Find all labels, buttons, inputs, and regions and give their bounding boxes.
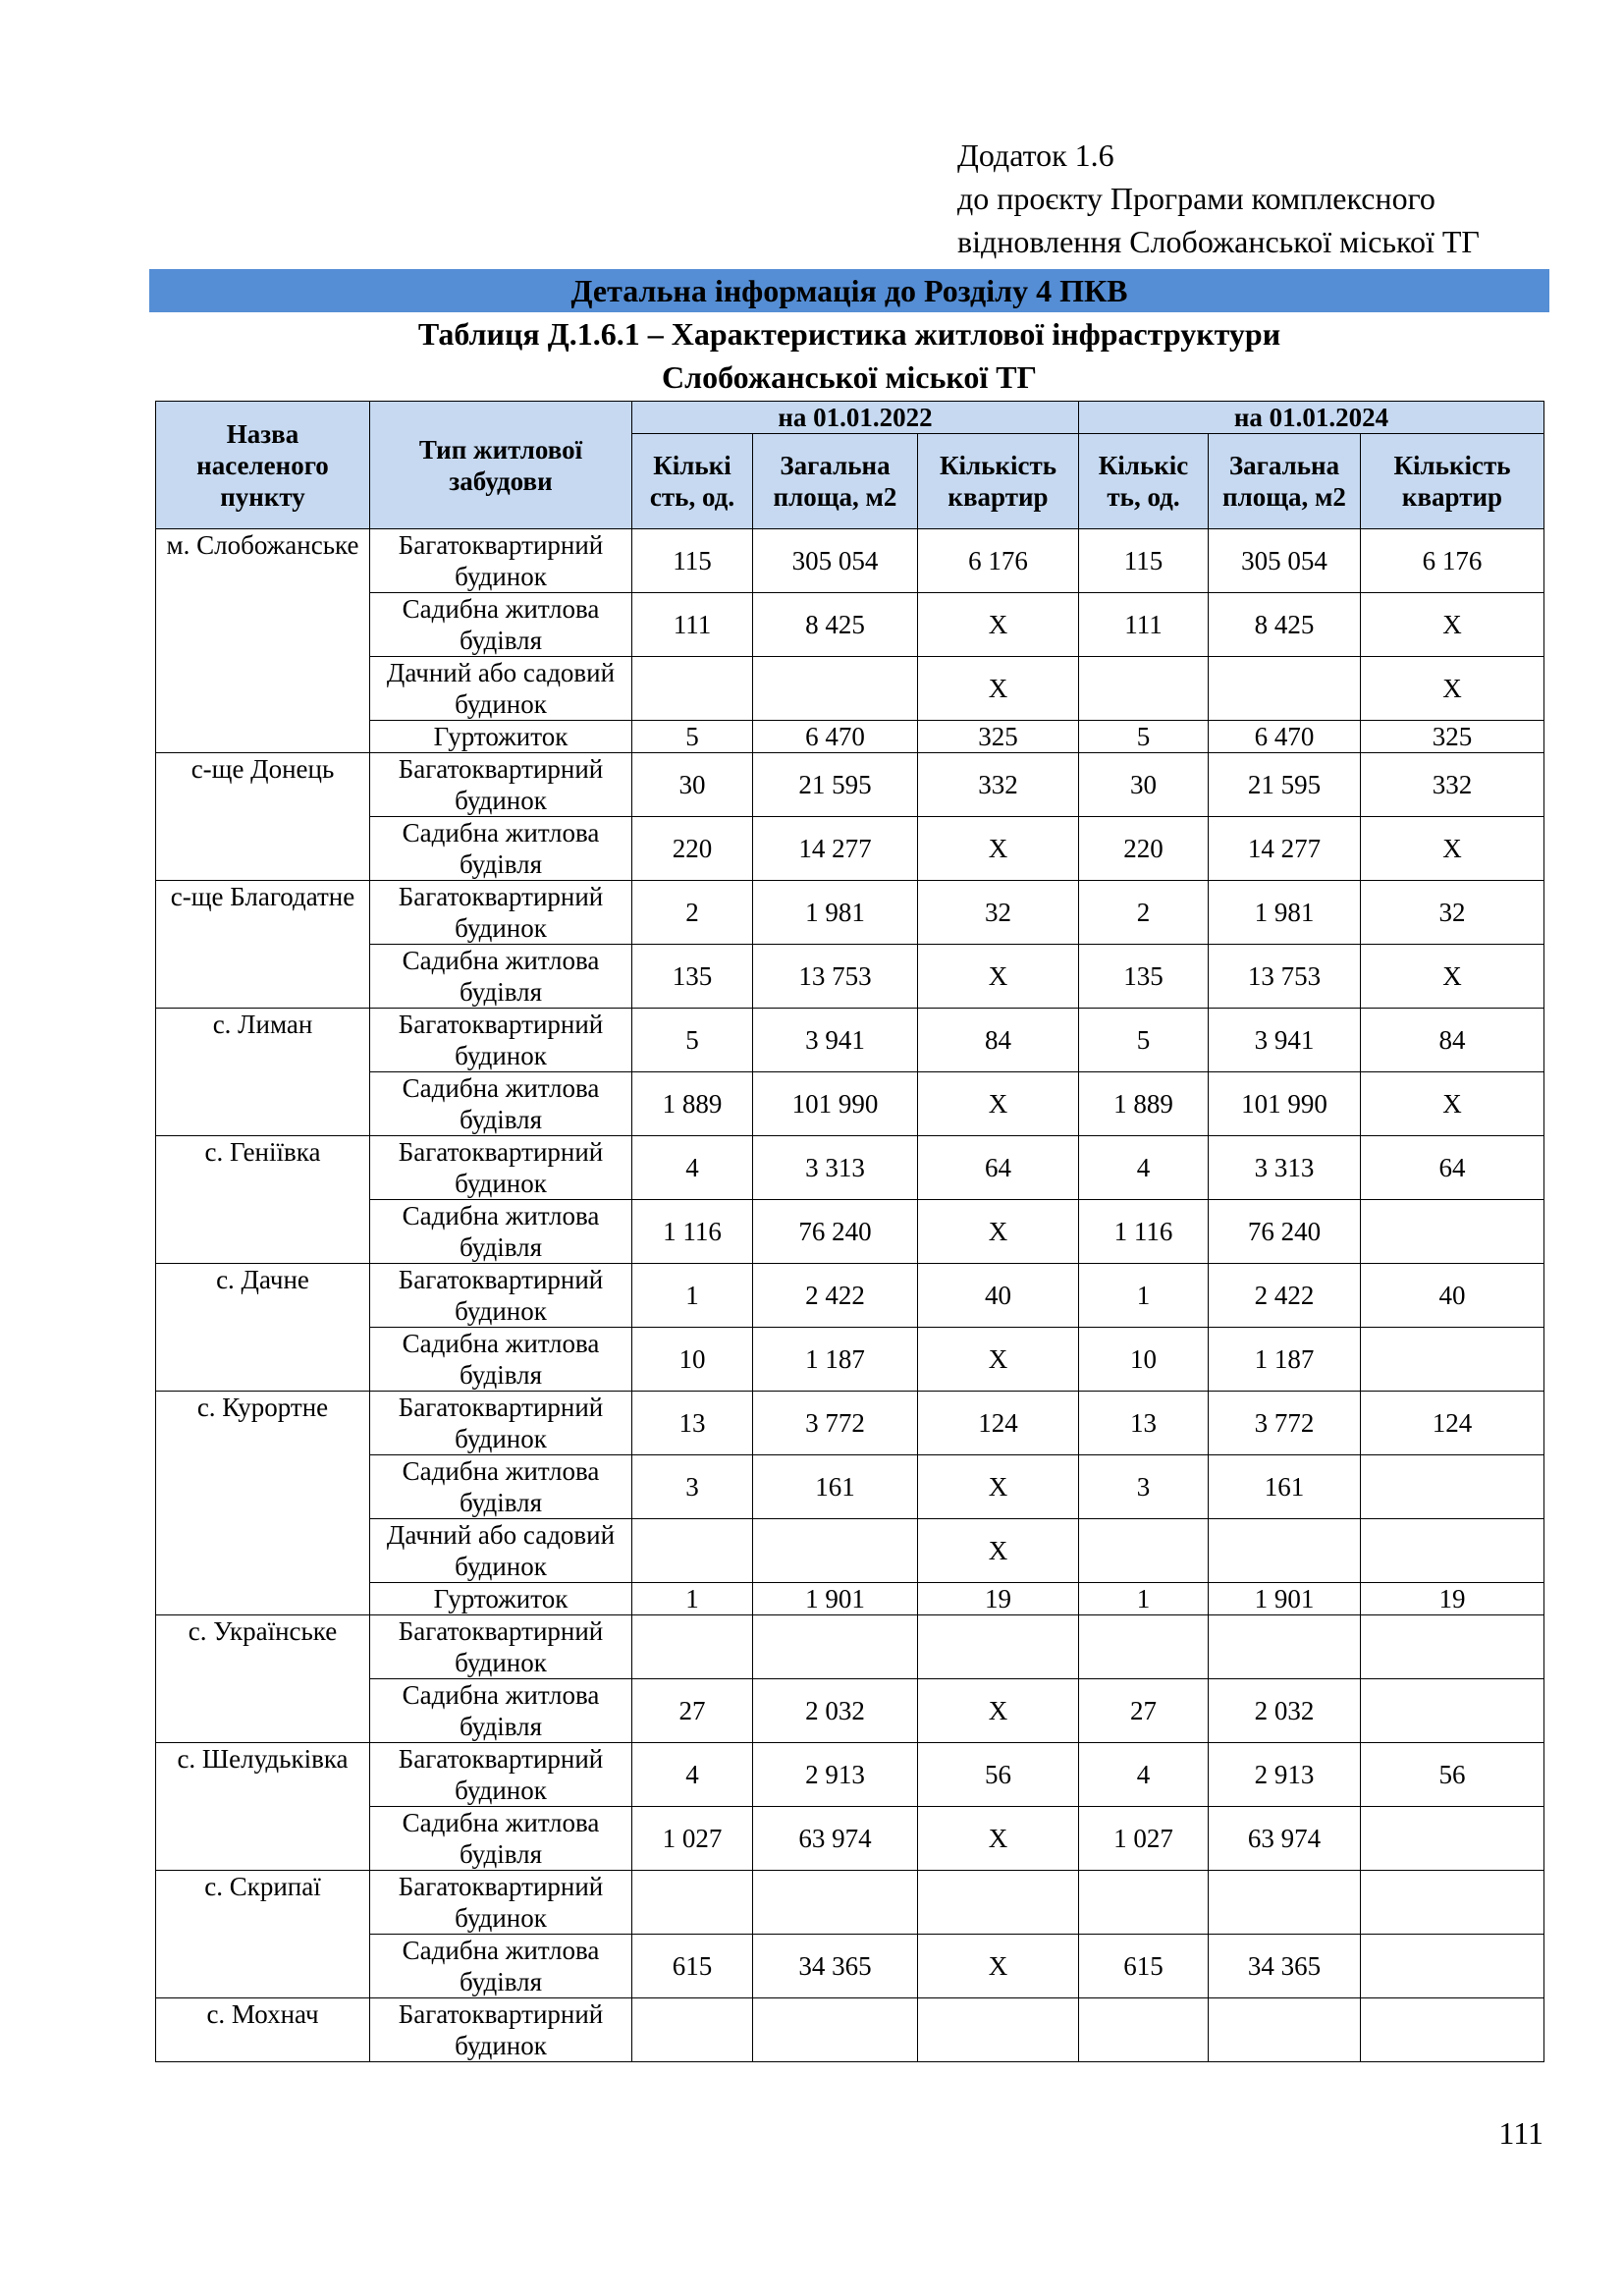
cell-flats-2024: Х (1361, 593, 1544, 657)
cell-type: Садибна житлова будівля (370, 593, 632, 657)
cell-area-2024: 14 277 (1209, 817, 1361, 881)
cell-area-2024: 1 187 (1209, 1328, 1361, 1392)
cell-count-2022: 4 (632, 1136, 753, 1200)
cell-area-2024: 2 032 (1209, 1679, 1361, 1743)
cell-area-2024: 101 990 (1209, 1072, 1361, 1136)
cell-settlement: с. Геніївка (156, 1136, 370, 1264)
cell-count-2024 (1079, 1615, 1209, 1679)
cell-flats-2022: Х (918, 1200, 1079, 1264)
cell-settlement: с-ще Благодатне (156, 881, 370, 1009)
cell-area-2022: 2 422 (753, 1264, 918, 1328)
cell-flats-2022: 64 (918, 1136, 1079, 1200)
cell-count-2022: 2 (632, 881, 753, 945)
table-row (156, 1998, 1544, 2062)
cell-count-2022: 1 889 (632, 1072, 753, 1136)
cell-area-2024: 305 054 (1209, 529, 1361, 593)
cell-count-2024: 220 (1079, 817, 1209, 881)
cell-flats-2024: Х (1361, 1072, 1544, 1136)
cell-area-2022: 161 (753, 1455, 918, 1519)
cell-count-2024 (1079, 657, 1209, 721)
cell-count-2022: 3 (632, 1455, 753, 1519)
cell-type: Багатоквартирний будинок (370, 529, 632, 593)
section-banner: Детальна інформація до Розділу 4 ПКВ (149, 269, 1549, 312)
cell-area-2024: 21 595 (1209, 753, 1361, 817)
cell-flats-2022: 84 (918, 1009, 1079, 1072)
cell-flats-2022: Х (918, 1455, 1079, 1519)
cell-area-2022: 8 425 (753, 593, 918, 657)
cell-flats-2022: Х (918, 1679, 1079, 1743)
cell-count-2022 (632, 1871, 753, 1935)
cell-area-2024: 2 913 (1209, 1743, 1361, 1807)
cell-type: Багатоквартирний будинок (370, 1998, 632, 2062)
table-row (156, 1009, 1544, 1072)
cell-area-2022: 1 187 (753, 1328, 918, 1392)
header-flats-2022: Кількість квартир (918, 434, 1079, 529)
cell-count-2024 (1079, 1998, 1209, 2062)
cell-settlement: с. Скрипаї (156, 1871, 370, 1998)
cell-settlement: м. Слобожанське (156, 529, 370, 753)
table-row (156, 1264, 1544, 1328)
cell-area-2022 (753, 1871, 918, 1935)
cell-count-2024: 10 (1079, 1328, 1209, 1392)
cell-area-2022: 2 032 (753, 1679, 918, 1743)
cell-count-2024: 1 027 (1079, 1807, 1209, 1871)
header-type: Тип житлової забудови (370, 402, 632, 529)
cell-flats-2024 (1361, 1935, 1544, 1998)
cell-flats-2024: 32 (1361, 881, 1544, 945)
cell-count-2022: 4 (632, 1743, 753, 1807)
cell-type: Садибна житлова будівля (370, 1807, 632, 1871)
cell-area-2024: 8 425 (1209, 593, 1361, 657)
cell-flats-2022: Х (918, 1935, 1079, 1998)
cell-flats-2022: Х (918, 817, 1079, 881)
header-period-2024: на 01.01.2024 (1079, 402, 1544, 434)
cell-area-2024: 6 470 (1209, 721, 1361, 753)
header-flats-2024: Кількість квартир (1361, 434, 1544, 529)
header-settlement: Назва населеного пункту (156, 402, 370, 529)
cell-type: Дачний або садовий будинок (370, 657, 632, 721)
cell-area-2024 (1209, 1871, 1361, 1935)
cell-area-2022: 6 470 (753, 721, 918, 753)
cell-type: Садибна житлова будівля (370, 945, 632, 1009)
cell-area-2024: 63 974 (1209, 1807, 1361, 1871)
cell-flats-2024: 56 (1361, 1743, 1544, 1807)
table-row (156, 1615, 1544, 1679)
cell-area-2024: 2 422 (1209, 1264, 1361, 1328)
cell-flats-2024: Х (1361, 657, 1544, 721)
cell-flats-2024: Х (1361, 817, 1544, 881)
cell-area-2022 (753, 1998, 918, 2062)
header-area-2024: Загальна площа, м2 (1209, 434, 1361, 529)
cell-flats-2022 (918, 1871, 1079, 1935)
table-row (156, 753, 1544, 817)
cell-flats-2022: 325 (918, 721, 1079, 753)
cell-count-2022: 13 (632, 1392, 753, 1455)
cell-count-2022 (632, 1998, 753, 2062)
addendum-line1: Додаток 1.6 (957, 137, 1114, 173)
cell-type: Багатоквартирний будинок (370, 1743, 632, 1807)
cell-count-2022: 111 (632, 593, 753, 657)
cell-settlement: с. Мохнач (156, 1998, 370, 2062)
cell-area-2024: 34 365 (1209, 1935, 1361, 1998)
cell-area-2024: 76 240 (1209, 1200, 1361, 1264)
cell-count-2024: 3 (1079, 1455, 1209, 1519)
cell-area-2022 (753, 657, 918, 721)
table-title (149, 312, 1549, 399)
cell-flats-2022 (918, 1998, 1079, 2062)
cell-type: Садибна житлова будівля (370, 1072, 632, 1136)
cell-area-2022: 76 240 (753, 1200, 918, 1264)
cell-count-2024 (1079, 1871, 1209, 1935)
cell-flats-2022: 32 (918, 881, 1079, 945)
addendum-note (957, 134, 1480, 263)
cell-count-2022: 1 027 (632, 1807, 753, 1871)
cell-area-2024: 1 981 (1209, 881, 1361, 945)
cell-type: Багатоквартирний будинок (370, 1615, 632, 1679)
cell-flats-2022 (918, 1615, 1079, 1679)
table-title-line1: Таблиця Д.1.6.1 – Характеристика житлової інфраструктури (417, 316, 1281, 352)
cell-count-2022: 220 (632, 817, 753, 881)
cell-flats-2024: 332 (1361, 753, 1544, 817)
housing-table (155, 401, 1544, 2062)
cell-area-2022: 2 913 (753, 1743, 918, 1807)
cell-flats-2022: Х (918, 945, 1079, 1009)
cell-area-2024: 161 (1209, 1455, 1361, 1519)
cell-flats-2024: 40 (1361, 1264, 1544, 1328)
cell-area-2022: 13 753 (753, 945, 918, 1009)
cell-type: Багатоквартирний будинок (370, 1392, 632, 1455)
cell-area-2022: 34 365 (753, 1935, 918, 1998)
cell-flats-2022: 124 (918, 1392, 1079, 1455)
cell-flats-2022: Х (918, 1072, 1079, 1136)
table-row (156, 1743, 1544, 1807)
cell-area-2022: 101 990 (753, 1072, 918, 1136)
cell-area-2024: 3 941 (1209, 1009, 1361, 1072)
cell-type: Садибна житлова будівля (370, 1328, 632, 1392)
cell-count-2022: 1 (632, 1264, 753, 1328)
cell-type: Дачний або садовий будинок (370, 1519, 632, 1583)
cell-flats-2022: Х (918, 593, 1079, 657)
cell-count-2022: 30 (632, 753, 753, 817)
cell-type: Багатоквартирний будинок (370, 881, 632, 945)
table-row (156, 1136, 1544, 1200)
addendum-line3: відновлення Слобожанської міської ТГ (957, 224, 1480, 259)
cell-count-2024: 1 116 (1079, 1200, 1209, 1264)
cell-area-2024 (1209, 657, 1361, 721)
cell-area-2024 (1209, 1615, 1361, 1679)
cell-type: Багатоквартирний будинок (370, 1871, 632, 1935)
cell-flats-2024 (1361, 1871, 1544, 1935)
cell-count-2022: 1 (632, 1583, 753, 1615)
cell-count-2024: 135 (1079, 945, 1209, 1009)
cell-area-2022: 14 277 (753, 817, 918, 881)
cell-flats-2022: 6 176 (918, 529, 1079, 593)
cell-count-2024: 1 889 (1079, 1072, 1209, 1136)
cell-type: Гуртожиток (370, 1583, 632, 1615)
cell-area-2024: 3 772 (1209, 1392, 1361, 1455)
cell-count-2024: 1 (1079, 1264, 1209, 1328)
table-row (156, 529, 1544, 593)
cell-flats-2024 (1361, 1328, 1544, 1392)
cell-settlement: с. Шелудьківка (156, 1743, 370, 1871)
cell-flats-2024: 124 (1361, 1392, 1544, 1455)
cell-flats-2024 (1361, 1615, 1544, 1679)
cell-flats-2024 (1361, 1679, 1544, 1743)
cell-flats-2022: 40 (918, 1264, 1079, 1328)
cell-count-2022 (632, 657, 753, 721)
cell-count-2022: 5 (632, 721, 753, 753)
header-area-2022: Загальна площа, м2 (753, 434, 918, 529)
cell-count-2024: 5 (1079, 1009, 1209, 1072)
table-row (156, 1392, 1544, 1455)
cell-flats-2022: Х (918, 1807, 1079, 1871)
cell-type: Садибна житлова будівля (370, 817, 632, 881)
cell-flats-2022: Х (918, 657, 1079, 721)
table-row (156, 1871, 1544, 1935)
cell-flats-2024 (1361, 1519, 1544, 1583)
addendum-line2: до проєкту Програми комплексного (957, 181, 1435, 216)
cell-type: Багатоквартирний будинок (370, 1136, 632, 1200)
cell-flats-2024: 64 (1361, 1136, 1544, 1200)
cell-settlement: с. Курортне (156, 1392, 370, 1615)
cell-count-2024: 4 (1079, 1136, 1209, 1200)
header-period-2022: на 01.01.2022 (632, 402, 1079, 434)
cell-type: Гуртожиток (370, 721, 632, 753)
cell-area-2024: 1 901 (1209, 1583, 1361, 1615)
cell-area-2022: 305 054 (753, 529, 918, 593)
cell-flats-2024: 6 176 (1361, 529, 1544, 593)
cell-settlement: с. Українське (156, 1615, 370, 1743)
cell-count-2022: 27 (632, 1679, 753, 1743)
cell-flats-2024: 325 (1361, 721, 1544, 753)
cell-type: Багатоквартирний будинок (370, 1009, 632, 1072)
cell-flats-2022: 332 (918, 753, 1079, 817)
header-count-2024: Кількіс ть, од. (1079, 434, 1209, 529)
cell-count-2022: 10 (632, 1328, 753, 1392)
cell-flats-2024 (1361, 1807, 1544, 1871)
cell-area-2022: 3 941 (753, 1009, 918, 1072)
cell-count-2024 (1079, 1519, 1209, 1583)
cell-count-2024: 13 (1079, 1392, 1209, 1455)
cell-count-2024: 115 (1079, 529, 1209, 593)
cell-flats-2022: 19 (918, 1583, 1079, 1615)
cell-type: Багатоквартирний будинок (370, 1264, 632, 1328)
cell-count-2022 (632, 1615, 753, 1679)
cell-count-2024: 30 (1079, 753, 1209, 817)
cell-count-2022: 115 (632, 529, 753, 593)
cell-area-2022: 3 772 (753, 1392, 918, 1455)
cell-area-2022 (753, 1519, 918, 1583)
cell-flats-2024: Х (1361, 945, 1544, 1009)
table-title-line2: Слобожанської міської ТГ (662, 359, 1037, 395)
cell-count-2022: 5 (632, 1009, 753, 1072)
cell-area-2022: 21 595 (753, 753, 918, 817)
cell-count-2022: 135 (632, 945, 753, 1009)
cell-type: Садибна житлова будівля (370, 1200, 632, 1264)
cell-area-2024 (1209, 1998, 1361, 2062)
cell-count-2024: 2 (1079, 881, 1209, 945)
cell-area-2022: 1 901 (753, 1583, 918, 1615)
cell-area-2024: 3 313 (1209, 1136, 1361, 1200)
cell-area-2022 (753, 1615, 918, 1679)
cell-flats-2024 (1361, 1455, 1544, 1519)
cell-type: Садибна житлова будівля (370, 1935, 632, 1998)
page-number: 111 (1498, 2115, 1543, 2151)
cell-count-2022: 1 116 (632, 1200, 753, 1264)
table-row (156, 881, 1544, 945)
cell-type: Садибна житлова будівля (370, 1679, 632, 1743)
cell-area-2024 (1209, 1519, 1361, 1583)
cell-flats-2024 (1361, 1998, 1544, 2062)
cell-settlement: с-ще Донець (156, 753, 370, 881)
cell-count-2024: 615 (1079, 1935, 1209, 1998)
cell-count-2022: 615 (632, 1935, 753, 1998)
cell-count-2024: 111 (1079, 593, 1209, 657)
cell-type: Багатоквартирний будинок (370, 753, 632, 817)
cell-count-2024: 5 (1079, 721, 1209, 753)
cell-type: Садибна житлова будівля (370, 1455, 632, 1519)
table-body (156, 529, 1544, 2062)
cell-settlement: с. Лиман (156, 1009, 370, 1136)
cell-flats-2022: Х (918, 1328, 1079, 1392)
cell-area-2024: 13 753 (1209, 945, 1361, 1009)
cell-flats-2024: 19 (1361, 1583, 1544, 1615)
cell-settlement: с. Дачне (156, 1264, 370, 1392)
cell-count-2024: 4 (1079, 1743, 1209, 1807)
cell-flats-2022: 56 (918, 1743, 1079, 1807)
cell-flats-2024: 84 (1361, 1009, 1544, 1072)
cell-flats-2024 (1361, 1200, 1544, 1264)
cell-count-2022 (632, 1519, 753, 1583)
cell-area-2022: 1 981 (753, 881, 918, 945)
cell-area-2022: 3 313 (753, 1136, 918, 1200)
cell-count-2024: 1 (1079, 1583, 1209, 1615)
cell-count-2024: 27 (1079, 1679, 1209, 1743)
cell-flats-2022: Х (918, 1519, 1079, 1583)
cell-area-2022: 63 974 (753, 1807, 918, 1871)
header-count-2022: Кількі сть, од. (632, 434, 753, 529)
